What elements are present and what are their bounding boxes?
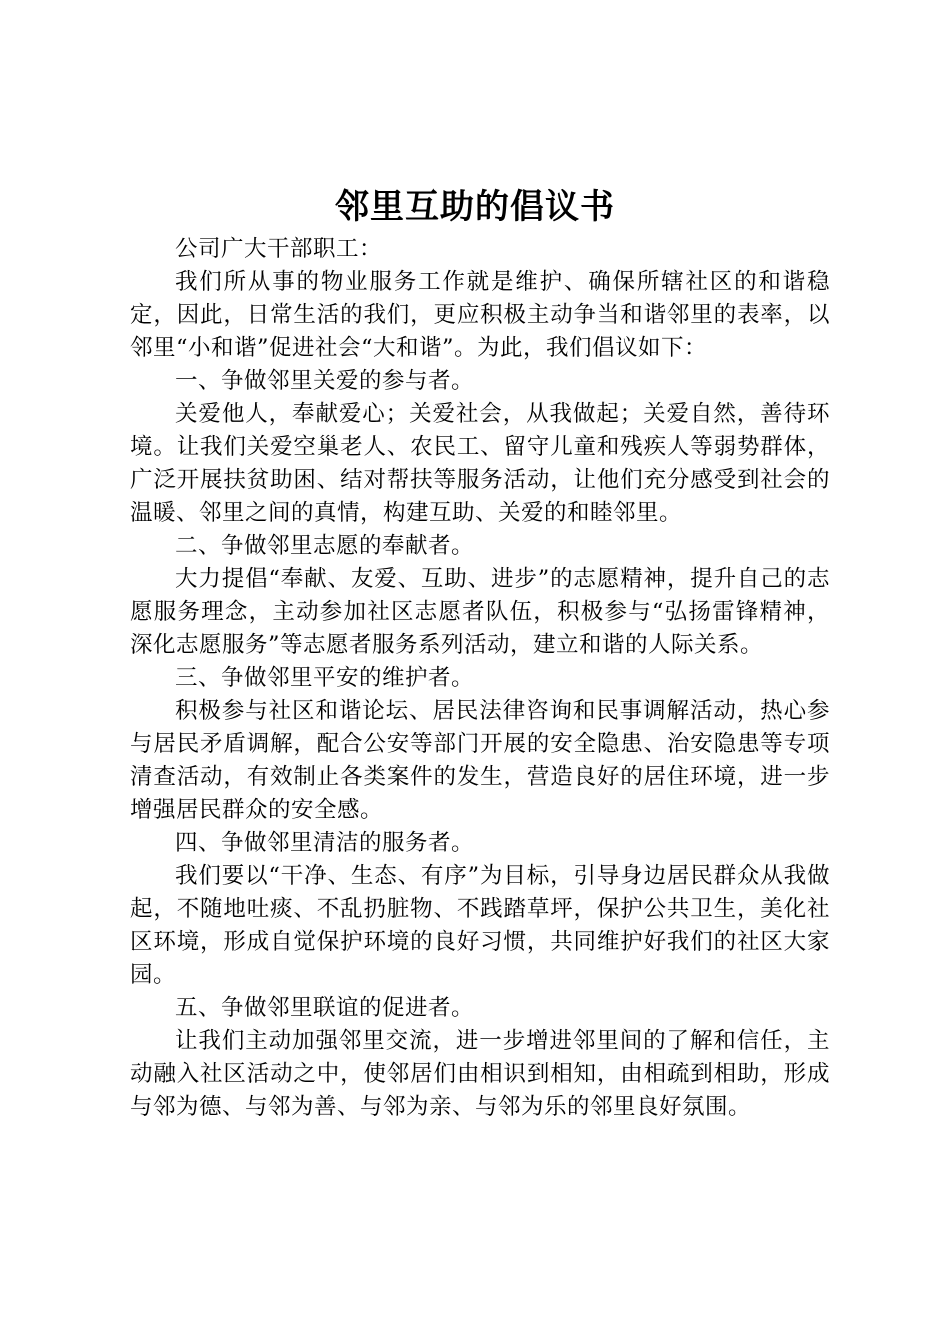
section-heading-1: 一、争做邻里关爱的参与者。 [175, 368, 475, 394]
document-title: 邻里互助的倡议书 [335, 187, 615, 227]
section-body-1: 关爱他人，奉献爱心；关爱社会，从我做起；关爱自然，善待环境。让我们关爱空巢老人、农民工、留守儿童和残疾人等弱势群体，广泛开展扶贫助困、结对帮扶等服务活动，让他们充分感受到社会的温暖、邻里之间的真情，构建互助、关爱的和睦邻里。 [130, 401, 830, 526]
salutation: 公司广大干部职工： [175, 236, 383, 262]
section-heading-4: 四、争做邻里清洁的服务者。 [175, 830, 475, 856]
section-body-2: 大力提倡“奉献、友爱、互助、进步”的志愿精神，提升自己的志愿服务理念，主动参加社区志愿者队伍，积极参与“弘扬雷锋精神，深化志愿服务”等志愿者服务系列活动，建立和谐的人际关系。 [130, 566, 830, 658]
document-body [130, 233, 830, 1124]
section-heading-3: 三、争做邻里平安的维护者。 [175, 665, 475, 691]
section-body-4: 我们要以“干净、生态、有序”为目标，引导身边居民群众从我做起，不随地吐痰、不乱扔脏物、不践踏草坪，保护公共卫生，美化社区环境，形成自觉保护环境的良好习惯，共同维护好我们的社区大家园。 [130, 863, 830, 988]
section-body-5: 让我们主动加强邻里交流，进一步增进邻里间的了解和信任，主动融入社区活动之中，使邻居们由相识到相知，由相疏到相助，形成与邻为德、与邻为善、与邻为亲、与邻为乐的邻里良好氛围。 [130, 1028, 830, 1120]
section-heading-5: 五、争做邻里联谊的促进者。 [175, 995, 475, 1021]
section-heading-2: 二、争做邻里志愿的奉献者。 [175, 533, 475, 559]
intro-paragraph: 我们所从事的物业服务工作就是维护、确保所辖社区的和谐稳定，因此，日常生活的我们，更应积极主动争当和谐邻里的表率，以邻里“小和谐”促进社会“大和谐”。为此，我们倡议如下： [130, 269, 830, 361]
section-body-3: 积极参与社区和谐论坛、居民法律咨询和民事调解活动，热心参与居民矛盾调解，配合公安等部门开展的安全隐患、治安隐患等专项清查活动，有效制止各类案件的发生，营造良好的居住环境，进一步增强居民群众的安全感。 [130, 698, 830, 823]
